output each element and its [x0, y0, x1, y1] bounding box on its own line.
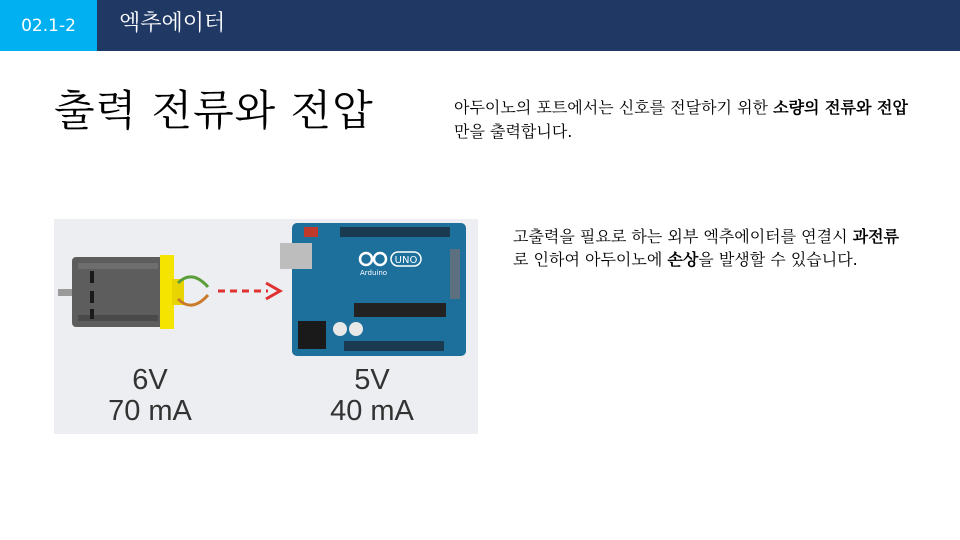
- section-title: 엑추에이터: [119, 11, 226, 36]
- dc-motor-illustration: [58, 255, 208, 329]
- board-voltage: 5V: [354, 364, 390, 396]
- damage-emphasis: 손상: [667, 250, 699, 269]
- arduino-board-illustration: [280, 223, 466, 356]
- board-brand-text: Arduino: [360, 269, 388, 277]
- motor-voltage: 6V: [132, 364, 168, 396]
- board-logo-text: UNO: [394, 255, 418, 266]
- warning-note-text: 고출력을 필요로 하는 외부 엑추에이터를 연결시 과전류로 인하여 아두이노에 손상을 발생할 수 있습니다.: [513, 227, 900, 269]
- header-bar: [0, 0, 960, 51]
- dashed-arrow: [218, 283, 280, 299]
- motor-arduino-figure: [54, 219, 478, 434]
- board-spec: [312, 365, 432, 427]
- motor-current: 70 mA: [108, 395, 192, 427]
- slide-title: 출력 전류와 전압: [54, 86, 374, 135]
- motor-spec: [90, 365, 210, 427]
- overcurrent-emphasis: 과전류: [852, 227, 900, 246]
- board-current: 40 mA: [330, 395, 414, 427]
- description-text: 아두이노의 포트에서는 신호를 전달하기 위한 소량의 전류와 전압만을 출력합니다.: [454, 98, 908, 141]
- slide-number-badge: 02.1-2: [0, 0, 97, 51]
- description-emphasis: 소량의 전류와 전압: [773, 98, 908, 117]
